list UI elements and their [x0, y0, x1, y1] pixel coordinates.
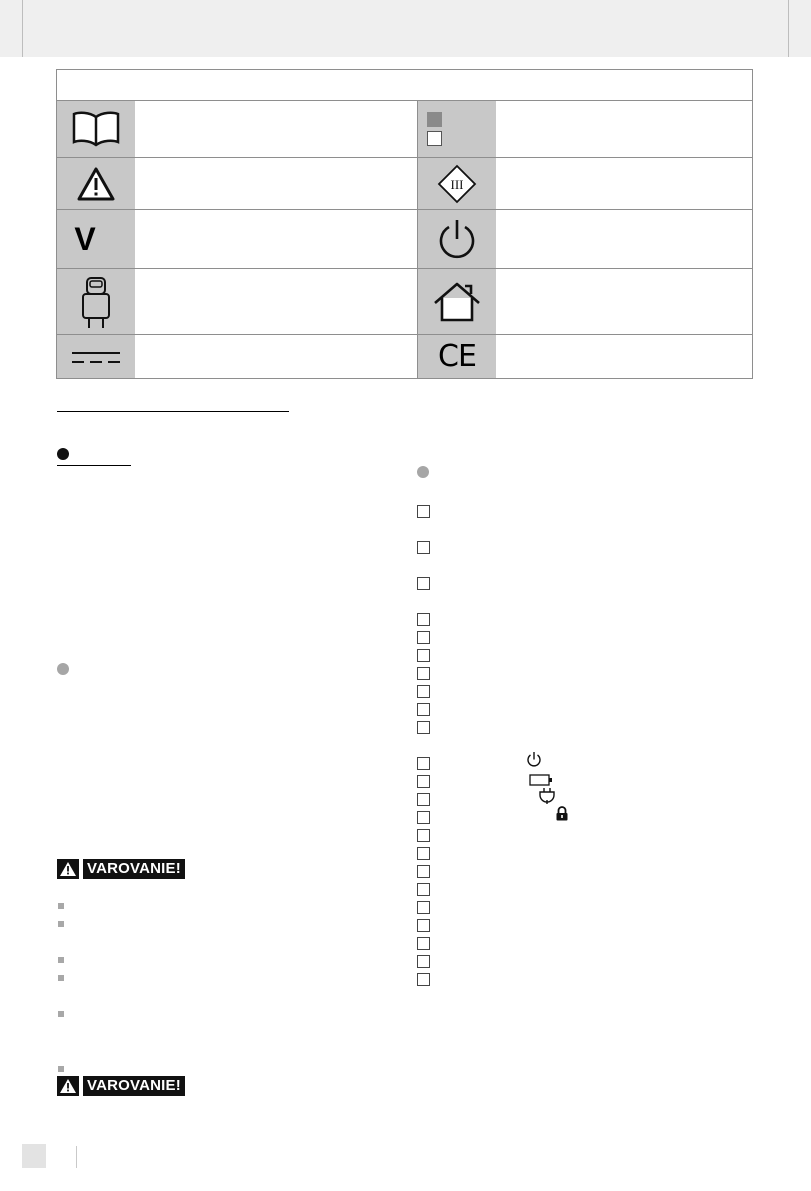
item-number-box	[417, 919, 430, 932]
item-number-box	[417, 883, 430, 896]
item-number-box	[417, 649, 430, 662]
filled-circle-icon	[57, 448, 69, 460]
color-swatch-icon	[418, 101, 496, 157]
book-icon	[57, 101, 135, 157]
item-number-box	[417, 577, 430, 590]
power-icon	[526, 751, 542, 773]
power-icon	[418, 210, 496, 268]
item-number-box	[417, 793, 430, 806]
list-bullet	[58, 921, 64, 927]
section-heading-rule	[57, 411, 289, 412]
item-number-box	[417, 721, 430, 734]
page-number-box	[22, 1144, 46, 1168]
item-number-box	[417, 847, 430, 860]
item-number-box	[417, 505, 430, 518]
swatch-grey-icon	[427, 112, 442, 127]
item-number-box	[417, 973, 430, 986]
grey-circle-icon	[57, 663, 69, 675]
item-number-box	[417, 631, 430, 644]
item-number-box	[417, 937, 430, 950]
item-number-box	[417, 901, 430, 914]
list-bullet	[58, 903, 64, 909]
indoor-house-icon	[418, 269, 496, 334]
item-number-box	[417, 757, 430, 770]
plug-icon	[537, 787, 557, 810]
list-bullet	[58, 1011, 64, 1017]
footer-divider	[76, 1146, 77, 1168]
usb-c-cable-icon	[57, 269, 135, 334]
item-number-box	[417, 829, 430, 842]
ce-label: CE	[438, 339, 476, 374]
item-number-box	[417, 613, 430, 626]
symbols-table-header	[57, 70, 752, 101]
lock-icon	[555, 806, 569, 826]
volt-label: V	[74, 220, 96, 257]
ce-mark-icon	[418, 335, 496, 378]
crop-mark-left	[22, 0, 24, 57]
warning-triangle-icon	[57, 859, 79, 879]
crop-mark-right	[788, 0, 790, 57]
warning-badge	[57, 859, 185, 879]
protection-class-label: III	[450, 176, 464, 192]
table-row-divider	[57, 334, 752, 335]
item-number-box	[417, 865, 430, 878]
item-number-box	[417, 955, 430, 968]
list-bullet	[58, 1066, 64, 1072]
table-row-divider	[57, 157, 752, 158]
item-number-box	[417, 685, 430, 698]
protection-class-iii-icon	[418, 158, 496, 209]
symbols-table	[56, 69, 753, 379]
swatch-white-icon	[427, 131, 442, 146]
warning-triangle-icon	[57, 158, 135, 209]
volt-v-icon	[57, 210, 135, 268]
table-row-divider	[57, 209, 752, 210]
warning-triangle-icon	[57, 1076, 79, 1096]
subsection-heading-rule	[57, 465, 131, 466]
item-number-box	[417, 667, 430, 680]
direct-current-icon	[57, 335, 135, 378]
grey-circle-icon	[417, 466, 429, 478]
warning-label: VAROVANIE!	[83, 1076, 185, 1096]
list-bullet	[58, 957, 64, 963]
table-row-divider	[57, 268, 752, 269]
warning-label: VAROVANIE!	[83, 859, 185, 879]
list-bullet	[58, 975, 64, 981]
item-number-box	[417, 775, 430, 788]
header-band	[0, 0, 811, 57]
item-number-box	[417, 811, 430, 824]
item-number-box	[417, 541, 430, 554]
item-number-box	[417, 703, 430, 716]
warning-badge	[57, 1076, 185, 1096]
